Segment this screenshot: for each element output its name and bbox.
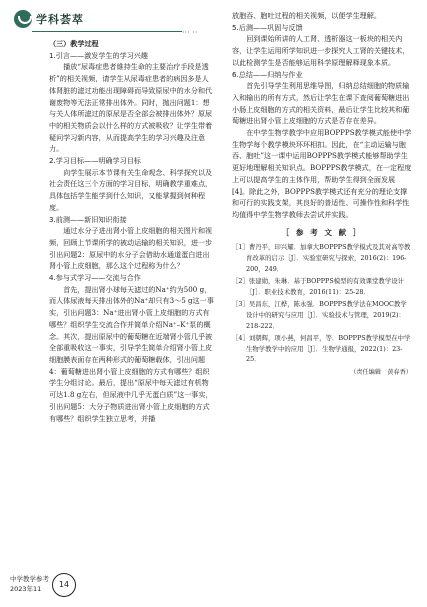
journal-name: 中学教学参考 [10,575,49,583]
column-header [14,10,204,37]
reference-item: ［4］刘朝辉，项小燕，何昌平，等．BOPPPS教学模型在中学生物学教学中的应用［J］．生物学通报，2022(1)：23-25． [232,334,411,364]
item-text: 通过水分子进出肾小管上皮细胞的相关图片和视频，回顾上节课所学的被动运输的相关知识，进一步引出问题2：原尿中的水分子会借助水通道蛋白进出肾小管上皮细胞，那么这个过程称为什么？ [49,226,213,271]
item-title: 4.参与式学习——交流与合作 [49,273,141,283]
item-text: 首先，提出肾小球每天滤过的Na⁺约为500 g，而人体尿液每天排出体外的Na⁺却只有3～5 g这一事实，引出问题3：Na⁺进出肾小管上皮细胞的方式有哪些？组织学生交流合作并简单介绍Na⁺–K⁺泵的概念。其次，提出原尿中的葡萄糖在近端肾小管几乎被全部重吸收这一事实，引导学生简单介绍肾小管上皮细胞膜表面存在两种形式的葡萄糖载体，引出问题4：葡萄糖进出肾小管上皮细胞的方式有哪些？组织学生分组讨论。最后，提出“原尿中每天滤过有机物可达1.8 g左右，但尿液中几乎无蛋白质”这一事实，引出问题5：大分子物质进出肾小管上皮细胞的方式有哪些？组织学生独立思考，并播 [49,284,214,423]
item-text: 向学生展示本节课有关生命观念、科学探究以及社会责任这三个方面的学习目标，明确教学重难点，具体包括学生能学到什么知识，又能掌握到何种程度。 [49,167,213,212]
header-rule [32,31,182,32]
section-heading: （三）教学过程 [49,39,99,48]
left-column [49,38,214,424]
reference-item: ［3］吴昌东，江桦，陈永强．BOPPPS教学法在MOOC教学设计中的研究与应用［J］．实验技术与管理，2019(2)：218-222． [232,300,407,330]
item-title: 3.前测——新旧知识衔接 [49,214,127,224]
reference-item: ［1］曹丹平，印兴耀．加拿大BOPPPS教学模式及其对高等教育改革的启示［J］．实验室研究与探索，2016(2)：196-200，249． [232,243,411,273]
page-number: 14 [52,573,76,597]
journal-issue: 2023年11 [10,585,42,593]
right-column [232,10,412,379]
item-text: 首先引导学生利用思维导图，归纳总结细胞的物质输入和输出的所有方式，然后让学生在课下查阅葡萄糖进出小肠上皮细胞的方式的相关资料，最后让学生比较其和葡萄糖进出肾小管上皮细胞的方式是否存在差异。 [232,81,410,126]
reference-item: ［2］张建勋，朱琳．基于BOPPPS模型的有效课堂教学设计［J］．职业技术教育，2016(11)：25-28． [232,277,404,296]
page-footer [6,567,96,601]
item-text: 播放“尿毒症患者維持生命的主要治疗手段是透析”的相关视频，请学生从尿毒症患者的病因多是人体肾脏的滤过功能出现障碍而导致原尿中的水分和代谢废物等无法正常排出体外。同时，抛出问题1：想与关人体所滤过的原尿是否全部会被排出体外？原尿中的相关物质会以什么样的方式被吸收？让学生带着疑问学习新内容，从而提高学生的学习兴趣及注意力。 [49,62,213,154]
references-title: ［ 参 考 文 献 ］ [281,227,363,237]
item-text: 回到课始所讲的人工肾、透析器这一板块的相关内容，让学生运用所学知识进一步探究人工肾的关键技术，以此检测学生是否能够运用科学原理解释现象本质。 [232,34,410,67]
header-dots: ··· ·· [182,28,198,37]
closing-paragraph: 在中学生物学教学中应用BOPPPS教学模式能使中学生物学每个教学模块环环相扣。因此，在“主动运输与胞吞、胞吐”这一课中运用BOPPPS教学模式能够帮助学生更好地理解相关知识点。BOPPPS教学模式，在一定程度上可以提高学生的主体作用，帮助学生得到全面发展[4]。除此之外，BOPPPS教学模式还有充分的理论支撑和可行的实践支架，其良好的普适性、可操作性和科学性均值得中学生物学教师去尝试并实践。 [232,128,412,219]
item-title: 6.总结——归纳与作业 [232,69,303,79]
editor-note: （责任编辑 黄春香） [350,368,412,376]
continuation-text: 放胞吞、胞吐过程的相关视频，以便学生理解。 [232,11,381,20]
section-title: 学科荟萃 [36,13,84,26]
item-title: 1.引言——激发学生的学习兴趣 [49,50,148,60]
item-title: 5.后测——巩固与反馈 [232,22,303,32]
column-logo-icon [14,10,32,28]
item-title: 2.学习目标——明确学习目标 [49,156,141,166]
